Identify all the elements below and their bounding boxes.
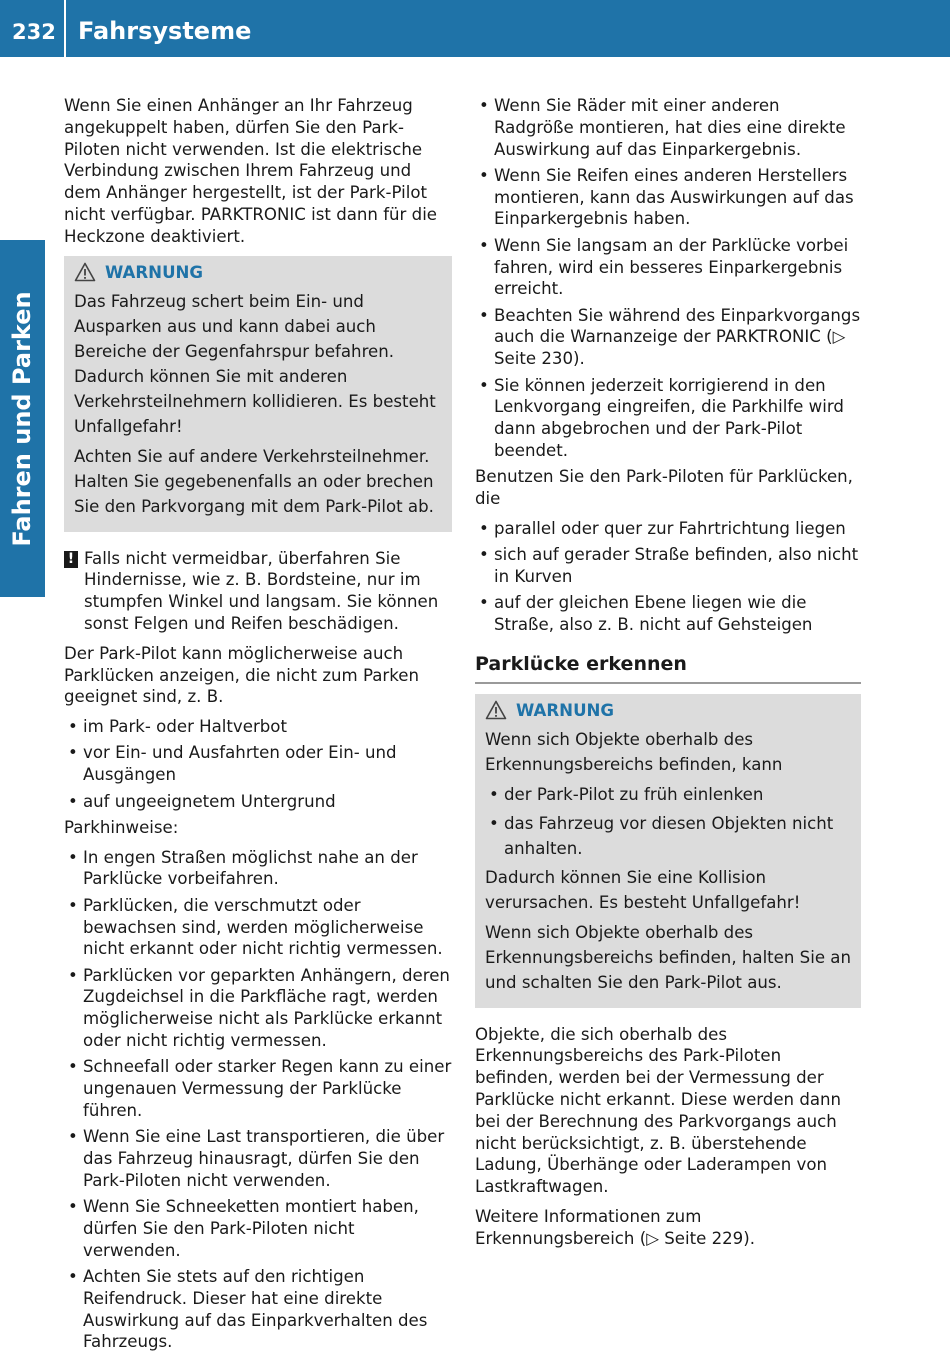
- warning-text: Wenn sich Objekte oberhalb des Erkennungsbereichs befinden, halten Sie an und schalten Sie den Park-Pilot aus.: [485, 922, 851, 992]
- list-item: • im Park- oder Haltverbot: [64, 716, 452, 738]
- note: [64, 548, 452, 635]
- paragraph: Objekte, die sich oberhalb des Erkennungsbereichs des Park-Piloten befinden, werden bei der Vermessung der Parklücke nicht erkannt. Diese werden dann bei der Berechnung des Parkvorgangs auch nicht berücksichtigt, z. B. überstehende Ladung, Überhänge oder Laderampen von Lastkraftwagen.: [475, 1024, 842, 1197]
- paragraph: Weitere Informationen zum Erkennungsbereich (▷ Seite 229).: [475, 1207, 755, 1248]
- list-item: • Parklücken, die verschmutzt oder bewachsen sind, werden möglicherweise nicht erkannt oder nicht richtig vermessen.: [64, 895, 452, 960]
- left-column: [64, 95, 452, 1358]
- list-item: • Wenn Sie Reifen eines anderen Herstellers montieren, kann das Auswirkungen auf das Einparkergebnis haben.: [475, 165, 861, 230]
- warning-header: [74, 260, 442, 285]
- warning-header: [485, 698, 851, 723]
- list-item: • vor Ein- und Ausfahrten oder Ein- und Ausgängen: [64, 742, 452, 786]
- chapter-tab-label: Fahren und Parken: [7, 290, 36, 547]
- warning-text: Wenn sich Objekte oberhalb des Erkennungsbereichs befinden, kann: [485, 729, 783, 774]
- right-column: [475, 95, 861, 1258]
- list-item: • In engen Straßen möglichst nahe an der Parklücke vorbeifahren.: [64, 847, 452, 891]
- list-item: • auf ungeeignetem Untergrund: [64, 791, 452, 813]
- warning-title: WARNUNG: [105, 262, 204, 282]
- warning-text: Das Fahrzeug schert beim Ein- und Ausparken aus und kann dabei auch Bereiche der Gegenfahrspur befahren. Dadurch können Sie mit anderen Verkehrsteilnehmern kollidieren. Es besteht Unfallgefahr!: [74, 291, 436, 436]
- page-number: 232: [12, 20, 56, 44]
- warning-text: Dadurch können Sie eine Kollision verursachen. Es besteht Unfallgefahr!: [485, 867, 801, 912]
- note-text: Falls nicht vermeidbar, überfahren Sie Hindernisse, wie z. B. Bordsteine, nur im stumpfen Winkel und langsam. Sie können sonst Felgen und Reifen beschädigen.: [84, 548, 439, 633]
- page-header: [0, 0, 950, 57]
- section-title: Fahrsysteme: [78, 17, 252, 45]
- list-item: • Wenn Sie Räder mit einer anderen Radgröße montieren, hat dies eine direkte Auswirkung auf das Einparkergebnis.: [475, 95, 861, 160]
- warning-box: [475, 694, 861, 1008]
- list-item: • Schneefall oder starker Regen kann zu einer ungenauen Vermessung der Parklücke führen.: [64, 1056, 452, 1121]
- warning-triangle-icon: [74, 262, 96, 282]
- list-item: • Wenn Sie langsam an der Parklücke vorbei fahren, wird ein besseres Einparkergebnis erreicht.: [475, 235, 861, 300]
- list-item: • Achten Sie stets auf den richtigen Reifendruck. Dieser hat eine direkte Auswirkung auf das Einparkverhalten des Fahrzeugs.: [64, 1266, 452, 1353]
- list-item: • parallel oder quer zur Fahrtrichtung liegen: [475, 518, 861, 540]
- warning-box: [64, 256, 452, 532]
- exclamation-icon: !: [64, 551, 78, 568]
- use-list: [475, 518, 861, 636]
- list-item: • das Fahrzeug vor diesen Objekten nicht anhalten.: [485, 811, 851, 861]
- warning-title: WARNUNG: [516, 700, 615, 720]
- warning-list: [485, 782, 851, 861]
- list-item: • Wenn Sie Schneeketten montiert haben, dürfen Sie den Park-Piloten nicht verwenden.: [64, 1196, 452, 1261]
- chapter-tab: [0, 240, 45, 597]
- warning-text: Achten Sie auf andere Verkehrsteilnehmer. Halten Sie gegebenenfalls an oder brechen Sie den Parkvorgang mit dem Park-Pilot ab.: [74, 446, 434, 516]
- tips-list: [475, 95, 861, 462]
- list-item: • der Park-Pilot zu früh einlenken: [485, 782, 851, 807]
- list-item: • Parklücken vor geparkten Anhängern, deren Zugdeichsel in die Parkfläche ragt, werden möglicherweise nicht als Parklücke erkannt oder nicht richtig vermessen.: [64, 965, 452, 1052]
- intro-paragraph: Wenn Sie einen Anhänger an Ihr Fahrzeug angekuppelt haben, dürfen Sie den Park-Piloten nicht verwenden. Ist die elektrische Verbindung zwischen Ihrem Fahrzeug und dem Anhänger hergestellt, ist der Park-Pilot nicht verfügbar. PARKTRONIC ist dann für die Heckzone deaktiviert.: [64, 96, 438, 246]
- list-item: • Beachten Sie während des Einparkvorgangs auch die Warnanzeige der PARKTRONIC (▷ Seite 230).: [475, 305, 861, 370]
- hints-list: [64, 847, 452, 1354]
- list-item: • sich auf gerader Straße befinden, also nicht in Kurven: [475, 544, 861, 588]
- paragraph: Benutzen Sie den Park-Piloten für Parklücken, die: [475, 467, 853, 509]
- list-item: • auf der gleichen Ebene liegen wie die Straße, also z. B. nicht auf Gehsteigen: [475, 592, 861, 636]
- paragraph: Parkhinweise:: [64, 817, 179, 837]
- paragraph: Der Park-Pilot kann möglicherweise auch Parklücken anzeigen, die nicht zum Parken geeignet sind, z. B.: [64, 643, 419, 707]
- header-divider: [64, 0, 66, 57]
- list-item: • Sie können jederzeit korrigierend in den Lenkvorgang eingreifen, die Parkhilfe wird dann abgebrochen und der Park-Pilot beendet.: [475, 375, 861, 462]
- section-heading: Parklücke erkennen: [475, 654, 861, 684]
- warning-triangle-icon: [485, 700, 507, 720]
- list-item: • Wenn Sie eine Last transportieren, die über das Fahrzeug hinausragt, dürfen Sie den Park-Piloten nicht verwenden.: [64, 1126, 452, 1191]
- unsuitable-list: [64, 716, 452, 812]
